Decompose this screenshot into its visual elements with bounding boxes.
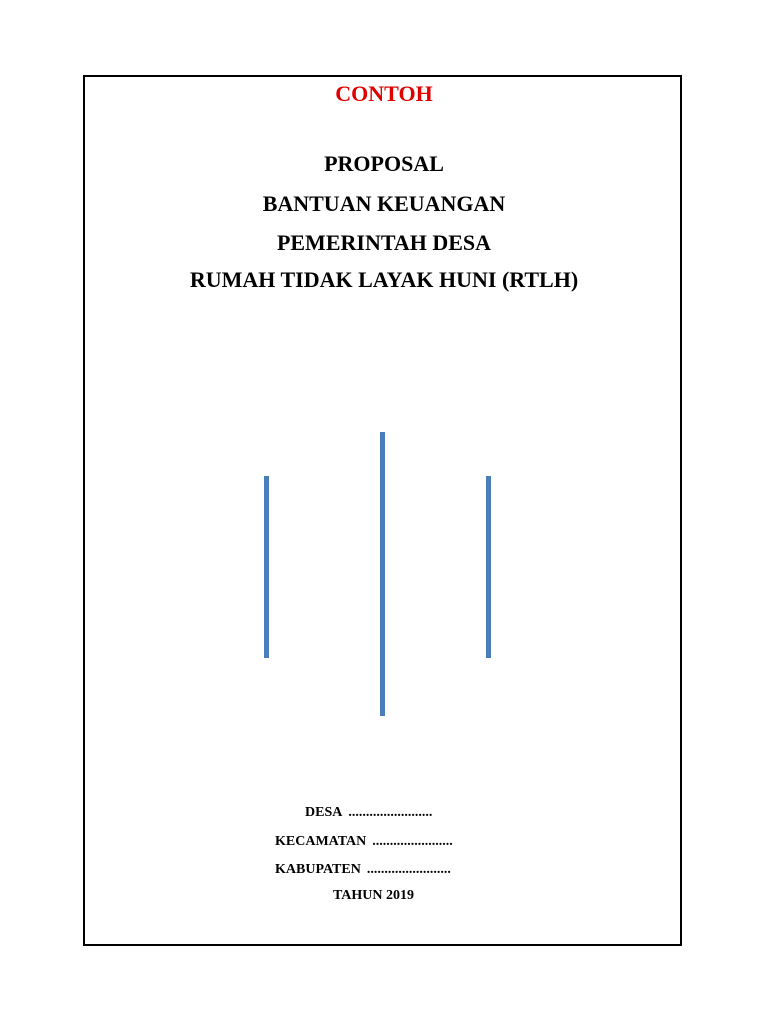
info-kecamatan-label: KECAMATAN (275, 834, 367, 849)
decorative-bar-right (486, 476, 491, 658)
info-tahun: TAHUN 2019 (333, 888, 415, 903)
info-desa-label: DESA (305, 805, 343, 820)
info-kabupaten (275, 861, 451, 879)
title-line-pemerintah-desa: PEMERINTAH DESA (276, 230, 492, 255)
sample-label: CONTOH (335, 81, 433, 106)
title-line-bantuan-keuangan: BANTUAN KEUANGAN (262, 191, 506, 216)
title-line-proposal: PROPOSAL (324, 151, 444, 176)
info-desa (305, 804, 432, 822)
info-kecamatan-value: ....................... (372, 834, 453, 849)
title-line-rtlh: RUMAH TIDAK LAYAK HUNI (RTLH) (189, 267, 579, 292)
info-kabupaten-value: ........................ (366, 862, 451, 877)
info-desa-value: ........................ (348, 805, 433, 820)
info-kabupaten-label: KABUPATEN (275, 862, 361, 877)
decorative-bar-center (380, 432, 385, 716)
info-kecamatan (275, 833, 453, 851)
decorative-bar-left (264, 476, 269, 658)
